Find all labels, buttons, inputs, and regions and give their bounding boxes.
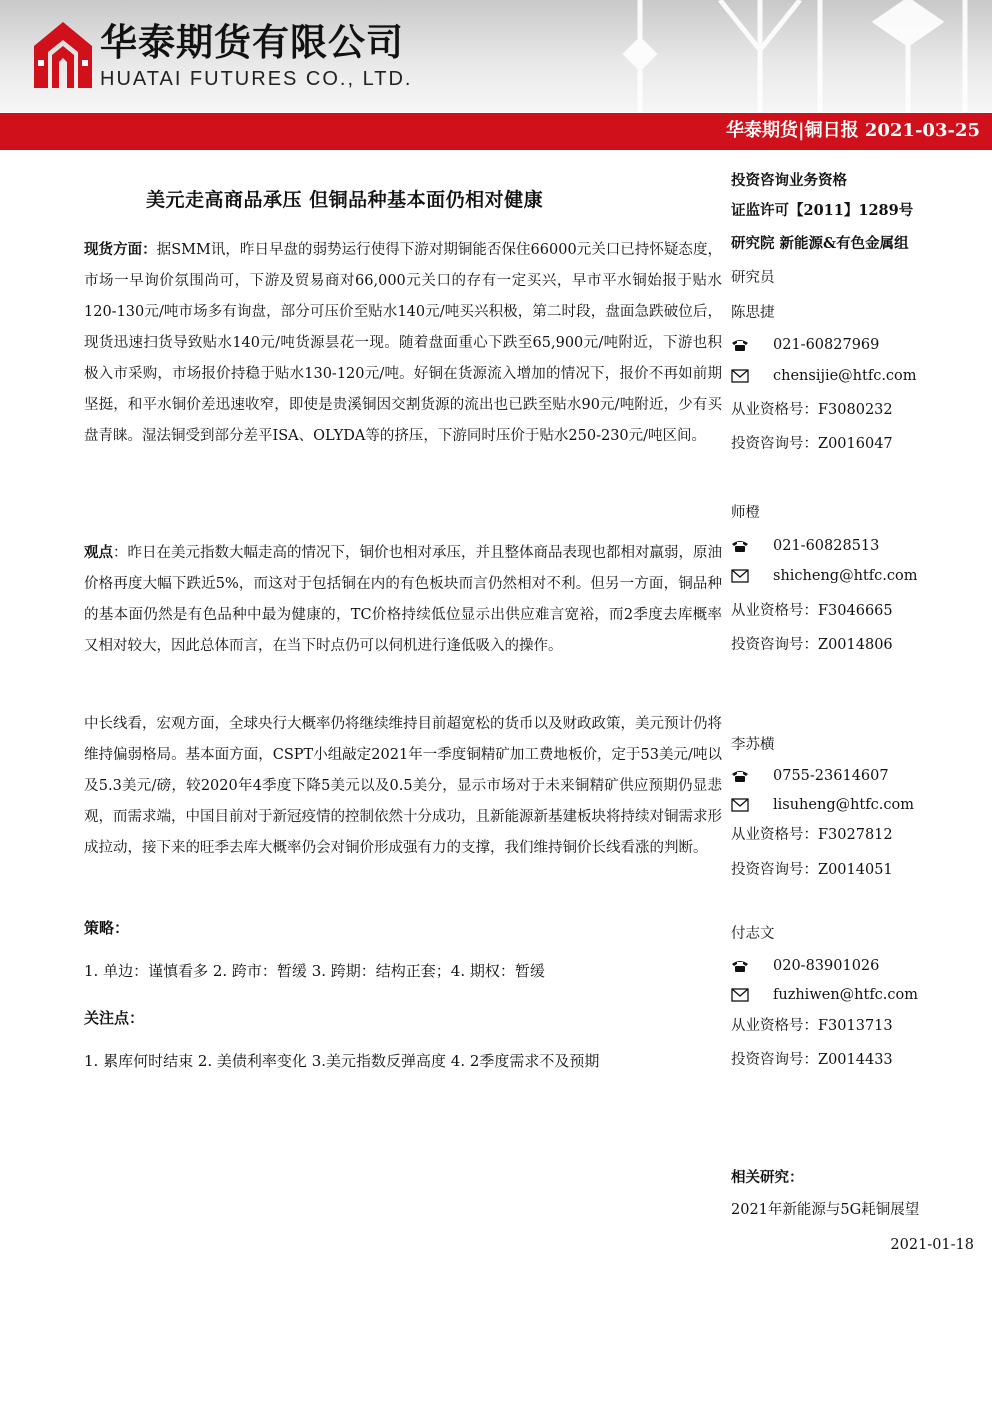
page-header [0, 0, 992, 112]
telephone-icon [731, 959, 749, 973]
analyst-license: 从业资格号：F3046665 [731, 603, 893, 619]
analyst-advisory: 投资咨询号：Z0014806 [731, 637, 893, 653]
analyst-email[interactable]: shicheng@htfc.com [773, 568, 918, 584]
analyst-email[interactable]: fuzhiwen@htfc.com [773, 987, 919, 1003]
analyst-email[interactable]: chensijie@htfc.com [773, 368, 917, 384]
related-research-date: 2021-01-18 [890, 1237, 974, 1253]
analyst-license: 从业资格号：F3013713 [731, 1018, 893, 1034]
company-name-cn: 华泰期货有限公司 [100, 21, 404, 64]
envelope-icon [731, 988, 749, 1002]
envelope-icon [731, 569, 749, 583]
header-decoration [520, 0, 992, 112]
analyst-advisory: 投资咨询号：Z0014433 [731, 1052, 893, 1068]
analyst-phone: 021-60827969 [773, 337, 880, 353]
spot-paragraph [84, 234, 722, 452]
focus-heading: 关注点： [84, 1009, 145, 1027]
spot-label: 现货方面： [84, 241, 157, 258]
qualification-line-1: 投资咨询业务资格 [731, 172, 847, 189]
outlook-paragraph: 中长线看，宏观方面，全球央行大概率仍将继续维持目前超宽松的货币以及财政政策，美元预计仍将维持偏弱格局。基本面方面，CSPT小组敲定2021年一季度铜精矿加工费地板价，定于53美元/吨以及5.3美元/磅，较2020年4季度下降5美元以及0.5美分，显示市场对于未来铜精矿供应预期仍显悲观，而需求端，中国目前对于新冠疫情的控制依然十分成功，且新能源新基建板块将持续对铜需求形成拉动，接下来的旺季去库大概率仍会对铜价形成强有力的支撑，我们维持铜价长线看涨的判断。 [84, 716, 722, 856]
analyst-license: 从业资格号：F3027812 [731, 827, 893, 843]
focus-text: 1. 累库何时结束 2. 美债利率变化 3.美元指数反弹高度 4. 2季度需求不及预期 [84, 1052, 600, 1070]
company-name-en: HUATAI FUTURES CO., LTD. [100, 68, 413, 90]
report-banner [0, 113, 992, 150]
spot-text: 据SMM讯，昨日早盘的弱势运行使得下游对期铜能否保住66000元关口已持怀疑态度，市场一早询价氛围尚可，下游及贸易商对66,000元关口的存有一定买兴，早市平水铜始报于贴水120-130元/吨市场多有询盘，部分可压价至贴水140元/吨买兴积极，第二时段，盘面急跌破位后，现货迅速扫货导致贴水140元/吨货源昙花一现。随着盘面重心下跌至65,900元/吨附近，下游也积极入市采购，市场报价持稳于贴水130-120元/吨。好铜在货源流入增加的情况下，报价不再如前期坚挺，和平水铜价差迅速收窄，即使是贵溪铜因交割货源的流出也已跌至贴水90元/吨附近，少有买盘青睐。湿法铜受到部分差平ISA、OLYDA等的挤压，下游同时压价于贴水250-230元/吨区间。 [84, 242, 722, 444]
department: 研究院 新能源&有色金属组 [731, 235, 909, 252]
telephone-icon [731, 539, 749, 553]
analyst-advisory: 投资咨询号：Z0016047 [731, 436, 893, 452]
analyst-name: 付志文 [731, 926, 775, 942]
telephone-icon [731, 769, 749, 783]
qualification-line-2: 证监许可【2011】1289号 [731, 202, 914, 219]
related-research-heading: 相关研究： [731, 1169, 804, 1186]
role-label: 研究员 [731, 270, 775, 286]
strategy-text: 1. 单边：谨慎看多 2. 跨市：暂缓 3. 跨期：结构正套；4. 期权：暂缓 [84, 962, 545, 980]
analyst-phone: 021-60828513 [773, 538, 880, 554]
report-banner-text: 华泰期货|铜日报 2021-03-25 [726, 120, 980, 141]
analyst-license: 从业资格号：F3080232 [731, 402, 893, 418]
analyst-advisory: 投资咨询号：Z0014051 [731, 862, 893, 878]
view-paragraph [84, 537, 722, 662]
envelope-icon [731, 369, 749, 383]
analyst-name: 陈思捷 [731, 305, 775, 321]
view-label: 观点 [84, 544, 113, 561]
envelope-icon [731, 798, 749, 812]
telephone-icon [731, 338, 749, 352]
analyst-phone: 0755-23614607 [773, 768, 889, 784]
report-title: 美元走高商品承压 但铜品种基本面仍相对健康 [146, 189, 544, 211]
analyst-name: 师橙 [731, 505, 760, 521]
analyst-name: 李苏横 [731, 737, 775, 753]
analyst-email[interactable]: lisuheng@htfc.com [773, 797, 914, 813]
huatai-logo-icon [34, 22, 92, 88]
strategy-heading: 策略： [84, 919, 130, 937]
analyst-phone: 020-83901026 [773, 958, 880, 974]
related-research-link[interactable]: 2021年新能源与5G耗铜展望 [731, 1202, 920, 1218]
view-text: ：昨日在美元指数大幅走高的情况下，铜价也相对承压，并且整体商品表现也都相对羸弱，原油价格再度大幅下跌近5%，而这对于包括铜在内的有色板块而言仍然相对不利。但另一方面，铜品种的基本面仍然是有色品种中最为健康的，TC价格持续低位显示出供应难言宽裕，而2季度去库概率又相对较大，因此总体而言，在当下时点仍可以伺机进行逢低吸入的操作。 [84, 545, 722, 654]
